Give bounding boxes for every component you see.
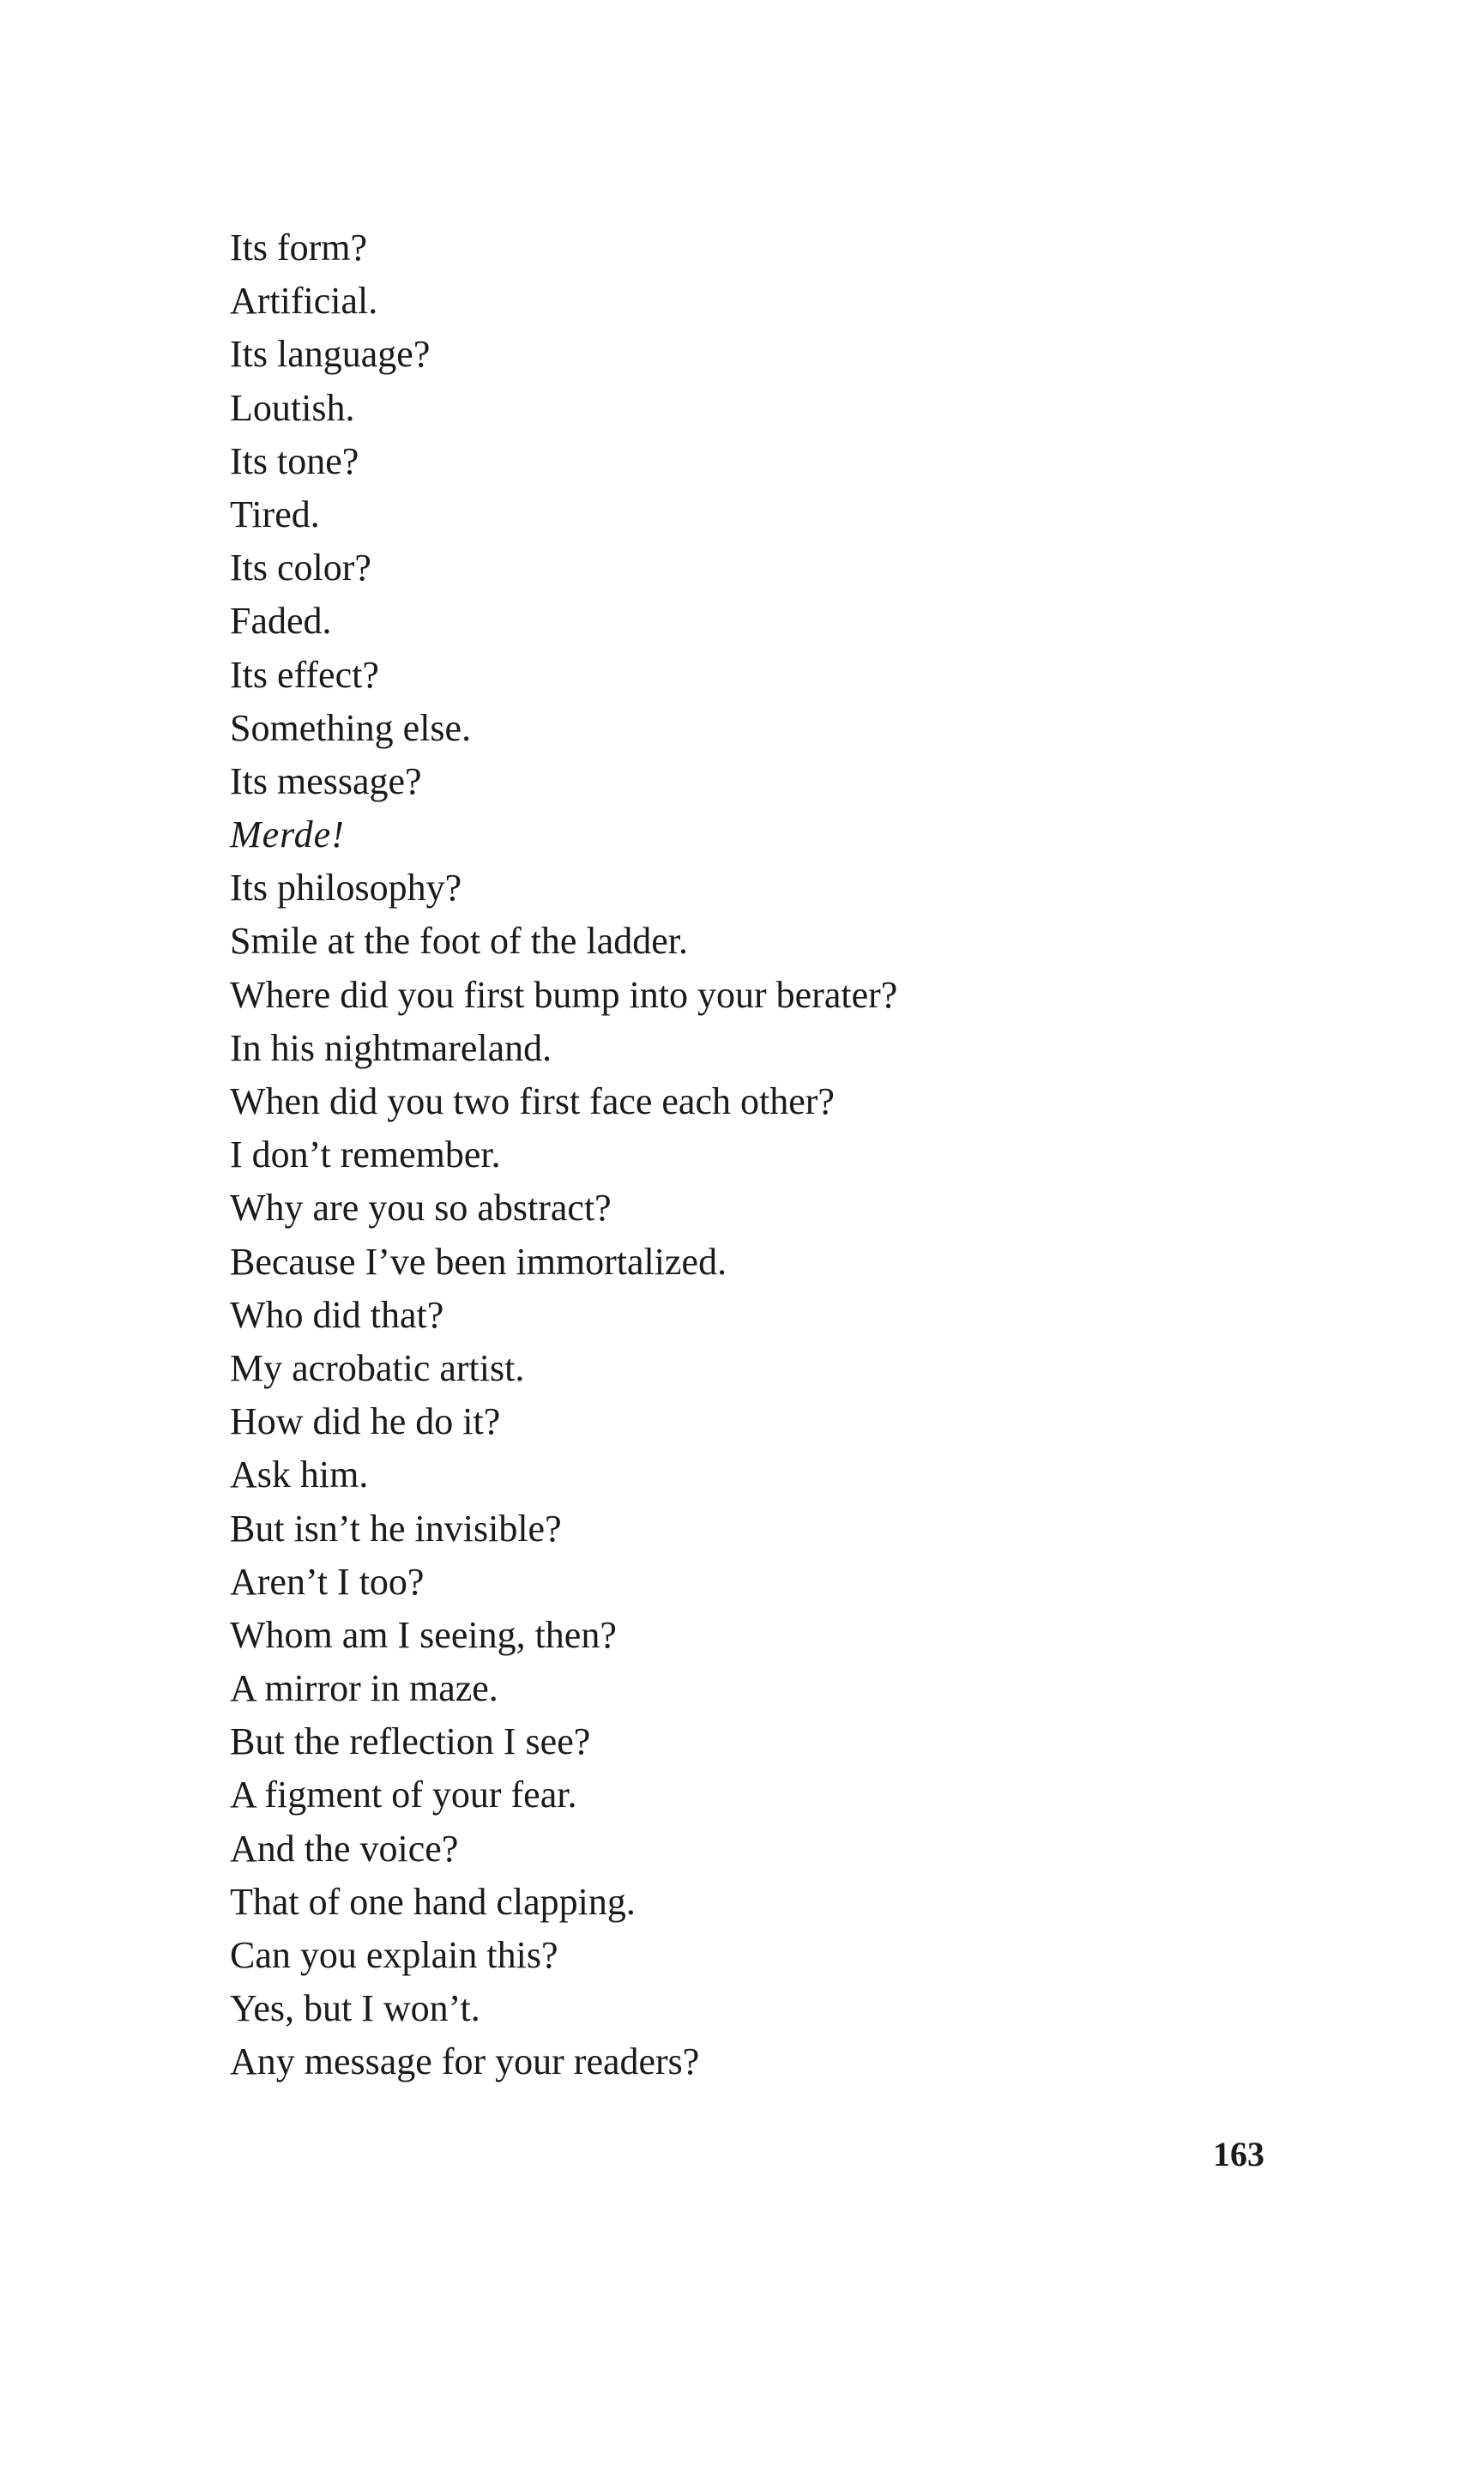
text-line: And the voice? — [230, 1827, 459, 1870]
text-line: My acrobatic artist. — [230, 1346, 525, 1389]
text-line: Why are you so abstract? — [230, 1187, 612, 1230]
text-line: Where did you first bump into your berater? — [230, 973, 898, 1016]
text-line: A figment of your fear. — [230, 1774, 577, 1816]
text-line: How did he do it? — [230, 1400, 501, 1443]
text-line: But the reflection I see? — [230, 1720, 591, 1763]
text-line: Can you explain this? — [230, 1934, 558, 1976]
text-line: Something else. — [230, 706, 472, 749]
text-line: Any message for your readers? — [230, 2040, 700, 2083]
text-line: Artificial. — [230, 280, 378, 323]
text-line: Ask him. — [230, 1454, 369, 1496]
text-line: Its form? — [230, 227, 368, 269]
dialogue-text — [230, 221, 1345, 2089]
page-number: 163 — [1213, 2135, 1264, 2173]
text-line: But isn’t he invisible? — [230, 1507, 562, 1550]
text-line: Its philosophy? — [230, 867, 462, 910]
text-line: I don’t remember. — [230, 1133, 501, 1176]
text-line: Its message? — [230, 759, 422, 802]
text-line: When did you two first face each other? — [230, 1080, 835, 1122]
text-line: That of one hand clapping. — [230, 1880, 636, 1923]
text-line: Who did that? — [230, 1293, 444, 1336]
text-line: Tired. — [230, 493, 320, 535]
text-line: Its color? — [230, 547, 371, 589]
text-line: Loutish. — [230, 386, 355, 429]
text-line: In his nightmareland. — [230, 1026, 552, 1069]
text-line: Its language? — [230, 333, 431, 376]
text-line: Smile at the foot of the ladder. — [230, 920, 688, 963]
text-line: Aren’t I too? — [230, 1560, 425, 1603]
text-line: A mirror in maze. — [230, 1667, 498, 1710]
text-line: Whom am I seeing, then? — [230, 1613, 617, 1656]
text-line: Faded. — [230, 600, 332, 643]
text-line: Because I’ve been immortalized. — [230, 1240, 727, 1283]
text-line: Yes, but I won’t. — [230, 1987, 480, 2030]
text-line: Its effect? — [230, 653, 379, 696]
text-line: Its tone? — [230, 439, 359, 482]
text-line: Merde! — [230, 813, 345, 856]
